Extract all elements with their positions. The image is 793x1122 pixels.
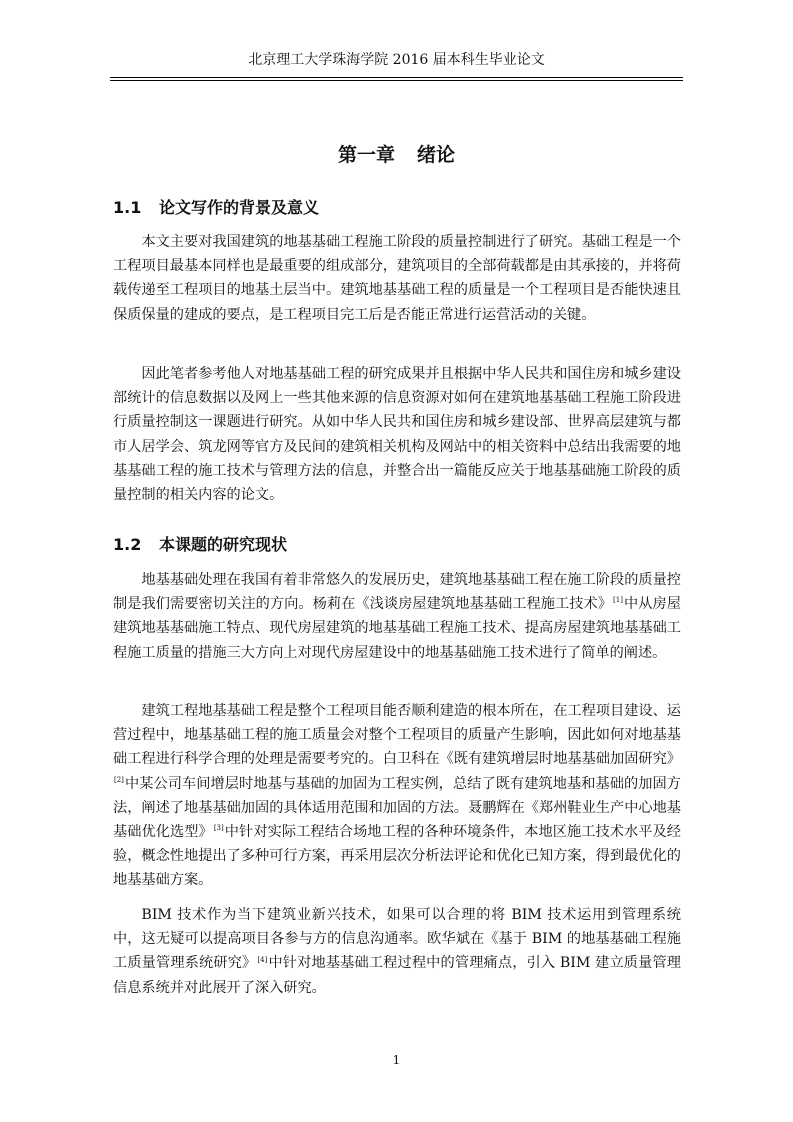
section-heading-1-2: [113, 532, 287, 555]
header-rule-thin: [110, 80, 683, 81]
section-number: 1.2: [113, 535, 142, 554]
paragraph-4: [113, 699, 681, 893]
citation-ref-3: [3]: [213, 824, 224, 833]
chapter-number: 第一章: [337, 144, 395, 166]
citation-ref-1: [1]: [613, 596, 623, 605]
section-number: 1.1: [113, 198, 142, 217]
running-header: 北京理工大学珠海学院 2016 届本科生毕业论文: [248, 52, 545, 68]
paragraph-5: [113, 903, 681, 1000]
paragraph-2: 因此笔者参考他人对地基基础工程的研究成果并且根据中华人民共和国住房和城乡建设部统计的信息数据以及网上一些其他来源的信息资源对如何在建筑地基基础工程施工阶段进行质量控制这一课题进行研究。从如中华人民共和国住房和城乡建设部、世界高层建筑与都市人居学会、筑龙网等官方及民间的建筑相关机构及网站中的相关资料中总结出我需要的地基基础工程的施工技术与管理方法的信息，并整合出一篇能反应关于地基基础施工阶段的质量控制的相关内容的论文。: [113, 366, 681, 504]
chapter-title: 绪论: [417, 144, 456, 166]
paragraph-3: [113, 568, 681, 665]
paragraph-text: 建筑工程地基基础工程是整个工程项目能否顺利建造的根本所在，在工程项目建设、运营过程中，地基基础工程的施工质量会对整个工程项目的质量产生影响，因此如何对地基基础工程进行科学合理的处理是需要考究的。白卫科在《既有建筑增层时地基基础加固研究》: [113, 703, 681, 768]
paragraph-text: BIM 技术作为当下建筑业新兴技术，如果可以合理的将 BIM 技术运用到管理系统中，这无疑可以提高项目各参与方的信息沟通率。欧华斌在《基于 BIM 的地基基础工程施工质量管理系统研究》: [113, 907, 681, 972]
section-title: 论文写作的背景及意义: [159, 198, 320, 217]
paragraph-text: 地基基础处理在我国有着非常悠久的发展历史，建筑地基基础工程在施工阶段的质量控制是我们需要密切关注的方向。杨莉在《浅谈房屋建筑地基基础工程施工技术》: [113, 572, 681, 613]
header-rule-thick: [110, 77, 683, 78]
paragraph-text: 中某公司车间增层时地基与基础的加固为工程实例，总结了既有建筑地基和基础的加固方法，阐述了地基基础加固的具体适用范围和加固的方法。聂鹏辉在《郑州鞋业生产中心地基基础优化选型》: [113, 775, 681, 841]
page-number: 1: [392, 1053, 401, 1067]
paragraph-text: 中针对地基基础工程过程中的管理痛点，引入 BIM 建立质量管理信息系统并对此展开了深入研究。: [113, 955, 681, 996]
section-title: 本课题的研究现状: [159, 535, 288, 554]
paragraph-text: 中针对实际工程结合场地工程的各种环境条件，本地区施工技术水平及经验，概念性地提出了多种可行方案，再采用层次分析法评论和优化已知方案，得到最优化的地基基础方案。: [113, 824, 681, 889]
chapter-heading: [0, 140, 793, 167]
paragraph-1: 本文主要对我国建筑的地基基础工程施工阶段的质量控制进行了研究。基础工程是一个工程项目最基本同样也是最重要的组成部分，建筑项目的全部荷载都是由其承接的，并将荷载传递至工程项目的地基土层当中。建筑地基基础工程的质量是一个工程项目是否能快速且保质保量的建成的要点，是工程项目完工后是否能正常进行运营活动的关键。: [113, 234, 681, 323]
paragraph-text: 中从房屋建筑地基基础施工特点、现代房屋建筑的地基基础工程施工技术、提高房屋建筑地基基础工程施工质量的措施三大方向上对现代房屋建设中的地基基础施工技术进行了简单的阐述。: [113, 596, 681, 661]
citation-ref-2: [2]: [114, 775, 124, 784]
section-heading-1-1: [113, 195, 319, 218]
citation-ref-4: [4]: [257, 955, 268, 964]
